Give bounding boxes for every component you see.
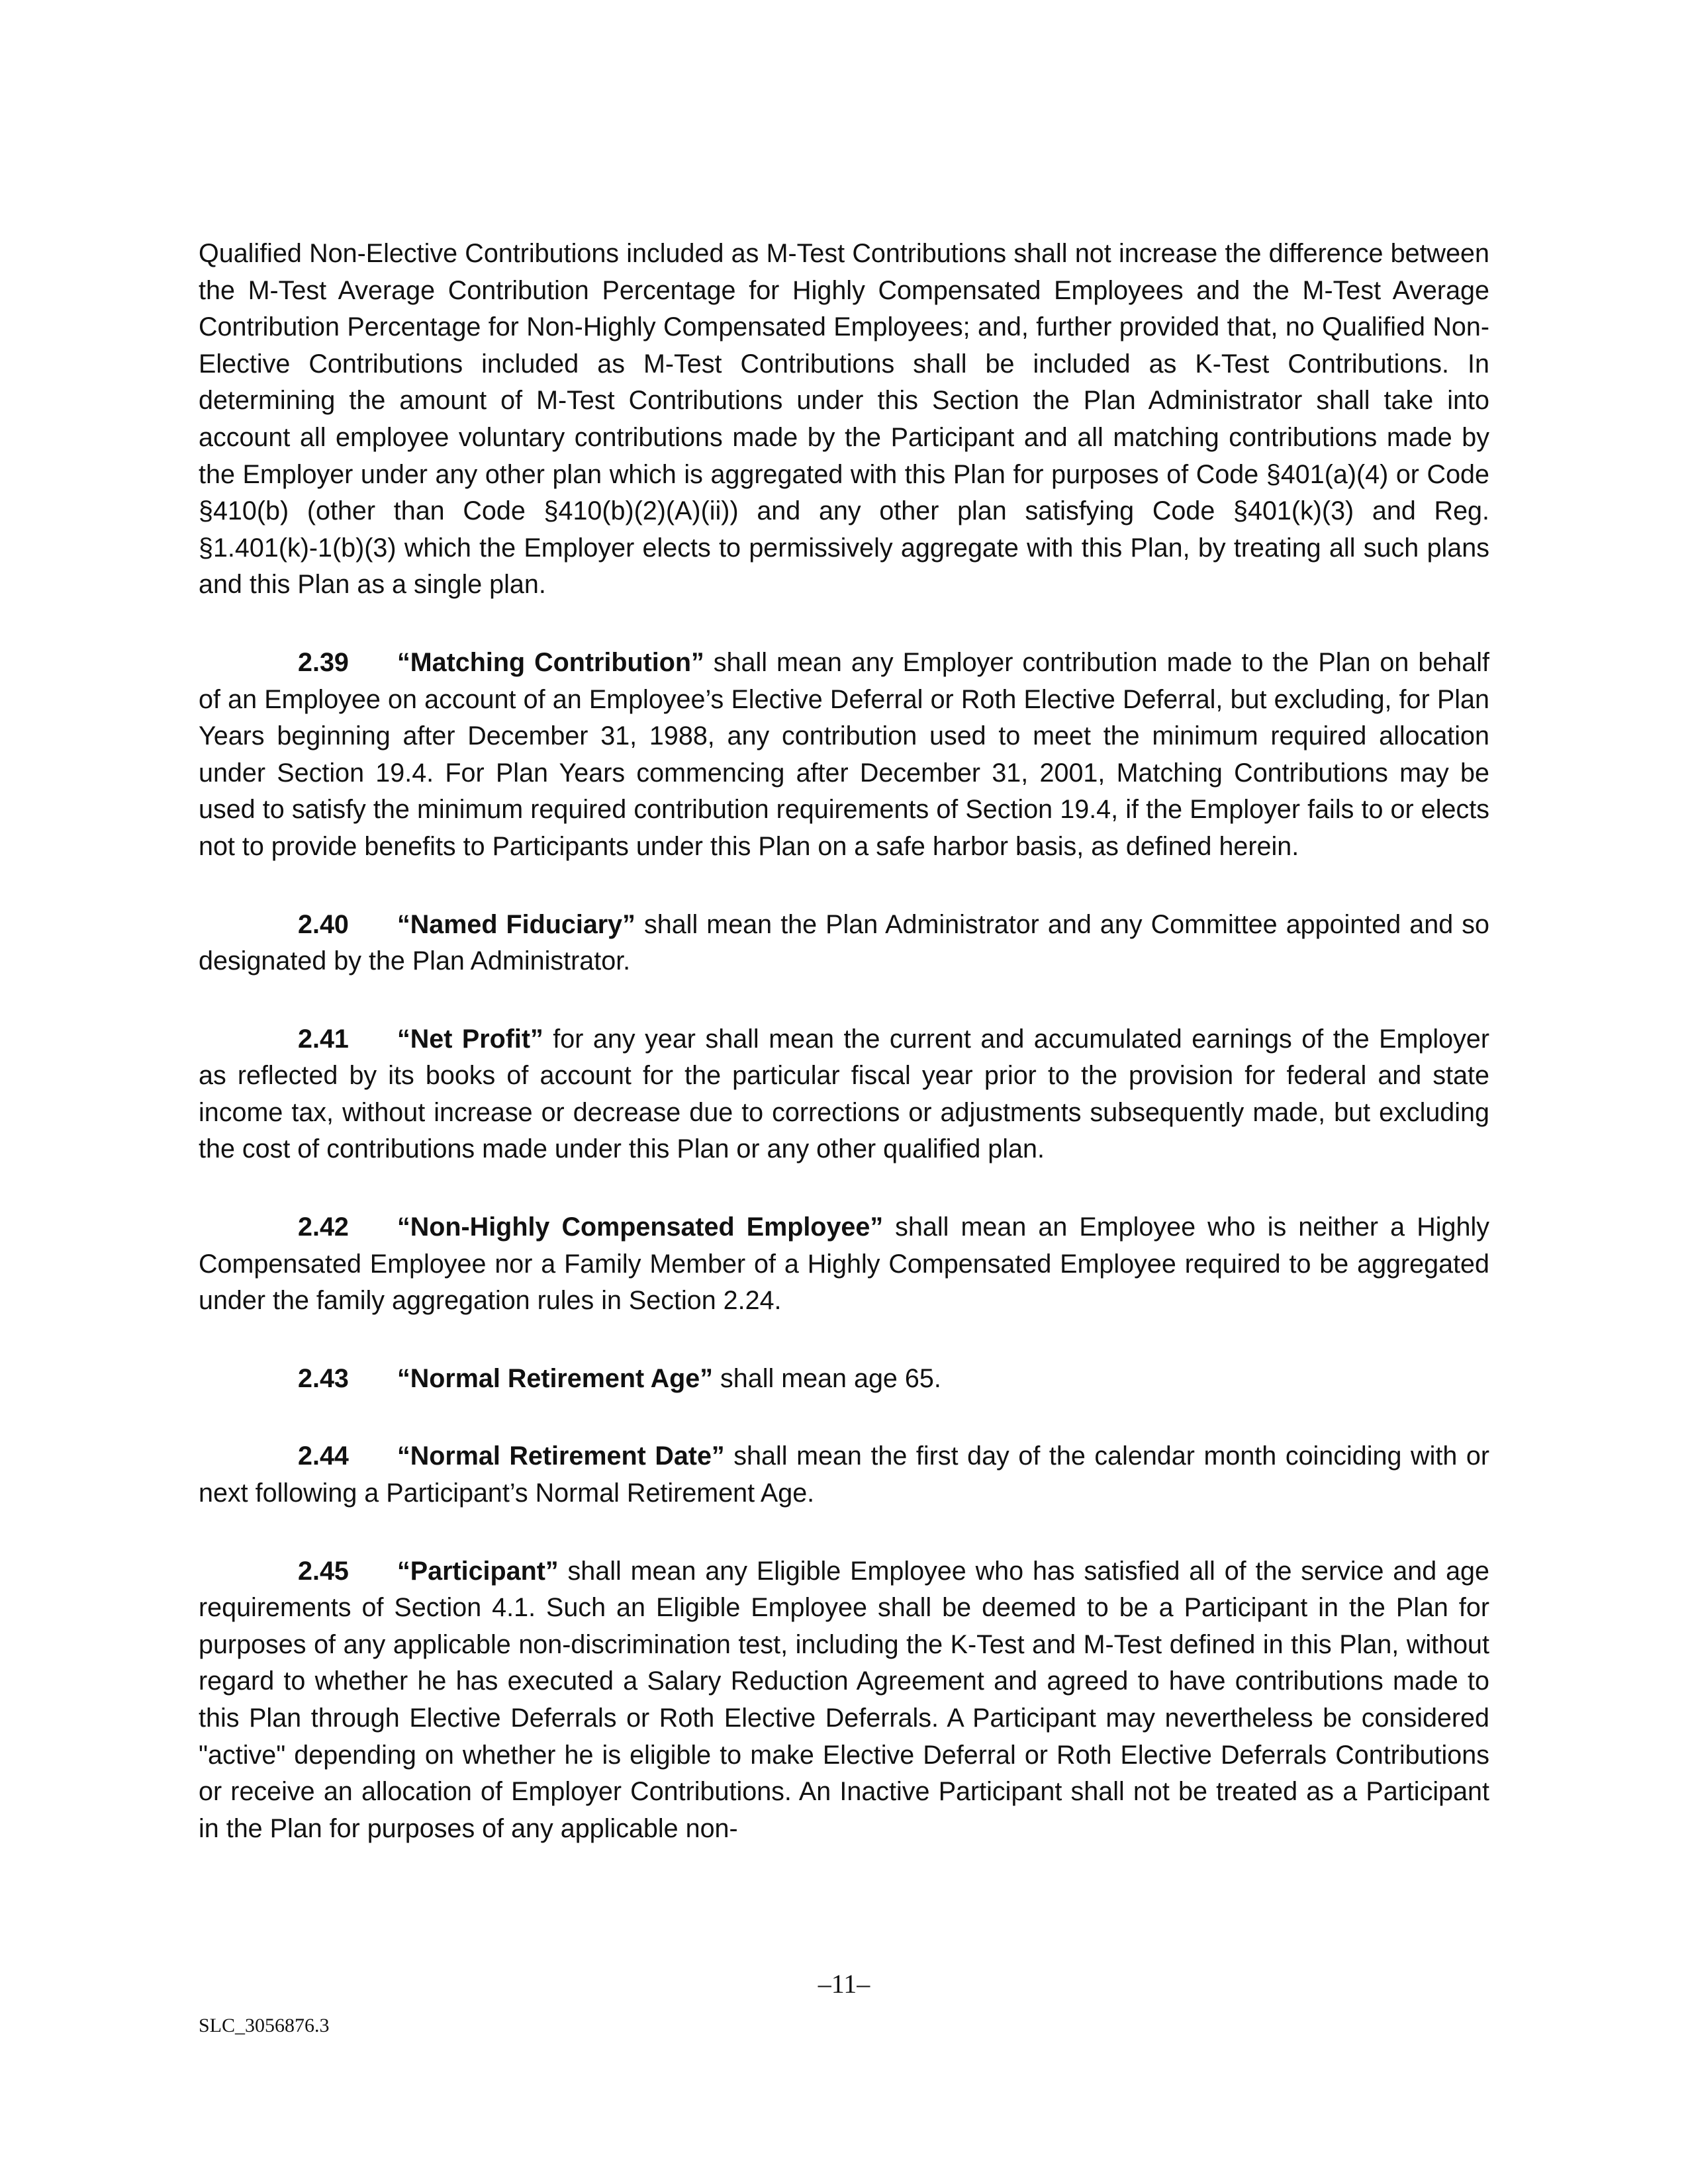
section-text: shall mean any Eligible Employee who has satisfied all of the service and age requirements of Section 4.1. Such an Eligible Employee shall be deemed to be a Participant in the Plan for purposes of any applicable non-discrimination test, including the K-Test and M-Test defined in this Plan, without regard to whether he has executed a Salary Reduction Agreement and agreed to have contributions made to this Plan through Elective Deferrals or Roth Elective Deferrals. A Participant may nevertheless be considered "active" depending on whether he is eligible to make Elective Deferral or Roth Elective Deferrals Contributions or receive an allocation of Employer Contributions. An Inactive Participant shall not be treated as a Participant in the Plan for purposes of any applicable non- <box>199 1556 1489 1843</box>
defined-term: “Participant” <box>397 1556 559 1586</box>
section-number: 2.40 <box>298 909 349 939</box>
section-text: shall mean age 65. <box>713 1363 941 1393</box>
section-number: 2.41 <box>298 1024 349 1054</box>
document-body <box>199 236 1489 1847</box>
page-number: –11– <box>818 1969 870 1999</box>
section-text: for any year shall mean the current and accumulated earnings of the Employer as reflected by its books of account for the particular fiscal year prior to the provision for federal and state income tax, without increase or decrease due to corrections or adjustments subsequently made, but excluding the cost of contributions made under this Plan or any other qualified plan. <box>199 1024 1489 1164</box>
section-text: shall mean the first day of the calendar month coinciding with or next following a Participant’s Normal Retirement Age. <box>199 1441 1489 1508</box>
section-2-41 <box>199 1021 1489 1168</box>
section-2-42 <box>199 1209 1489 1320</box>
section-text: shall mean the Plan Administrator and any Committee appointed and so designated by the Plan Administrator. <box>199 909 1489 976</box>
section-2-43 <box>199 1361 1489 1398</box>
defined-term: “Net Profit” <box>397 1024 543 1054</box>
section-2-40 <box>199 907 1489 980</box>
defined-term: “Normal Retirement Date” <box>397 1441 725 1471</box>
defined-term: “Named Fiduciary” <box>397 909 635 939</box>
section-text: shall mean any Employer contribution made to the Plan on behalf of an Employee on account of an Employee’s Elective Deferral or Roth Elective Deferral, but excluding, for Plan Years beginning after December 31, 1988, any contribution used to meet the minimum required allocation under Section 19.4. For Plan Years commencing after December 31, 2001, Matching Contributions may be used to satisfy the minimum required contribution requirements of Section 19.4, if the Employer fails to or elects not to provide benefits to Participants under this Plan on a safe harbor basis, as defined herein. <box>199 647 1489 861</box>
section-text: shall mean an Employee who is neither a Highly Compensated Employee nor a Family Member of a Highly Compensated Employee required to be aggregated under the family aggregation rules in Section 2.24. <box>199 1212 1489 1316</box>
defined-term: “Normal Retirement Age” <box>397 1363 714 1393</box>
continuation-paragraph: Qualified Non-Elective Contributions included as M-Test Contributions shall not increase the difference between the M-Test Average Contribution Percentage for Highly Compensated Employees and the M-Test Average Contribution Percentage for Non-Highly Compensated Employees; and, further provided that, no Qualified Non-Elective Contributions included as M-Test Contributions shall be included as K-Test Contributions. In determining the amount of M-Test Contributions under this Section the Plan Administrator shall take into account all employee voluntary contributions made by the Participant and all matching contributions made by the Employer under any other plan which is aggregated with this Plan for purposes of Code §401(a)(4) or Code §410(b) (other than Code §410(b)(2)(A)(ii)) and any other plan satisfying Code §401(k)(3) and Reg. §1.401(k)-1(b)(3) which the Employer elects to permissively aggregate with this Plan, by treating all such plans and this Plan as a single plan. <box>199 239 1489 600</box>
document-id: SLC_3056876.3 <box>199 2015 330 2036</box>
defined-term: “Non-Highly Compensated Employee” <box>397 1212 884 1242</box>
section-number: 2.43 <box>298 1363 349 1393</box>
section-number: 2.39 <box>298 647 349 677</box>
section-2-39 <box>199 645 1489 866</box>
section-number: 2.45 <box>298 1556 349 1586</box>
defined-term: “Matching Contribution” <box>397 647 704 677</box>
section-number: 2.42 <box>298 1212 349 1242</box>
section-2-45 <box>199 1553 1489 1848</box>
section-number: 2.44 <box>298 1441 349 1471</box>
section-2-44 <box>199 1438 1489 1512</box>
